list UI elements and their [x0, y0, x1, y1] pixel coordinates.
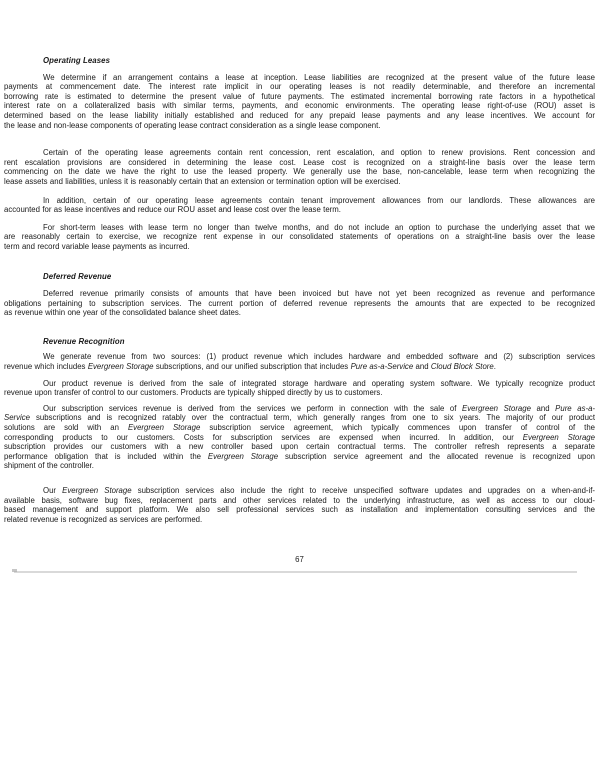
footer-divider: [14, 571, 577, 573]
paragraph-line: determined based on the lease liability initially established and reduced for any prepaid lease payments and any lease incentives. We account for: [4, 110, 595, 120]
paragraph-line: payments at commencement date. The interest rate implicit in our operating leases is not readily determinable, and therefore an incremental: [4, 82, 595, 92]
section-heading-operating-leases: Operating Leases: [43, 56, 111, 65]
page-number: 67: [295, 555, 304, 565]
paragraph-line: revenue which includes Evergreen Storage subscriptions, and our unified subscription that includes Pure as-a-Service and Cloud Block Store.: [4, 362, 496, 372]
paragraph-line: performance obligation that is included within the Evergreen Storage subscription service agreement and the allocated revenue is recognized upon: [4, 451, 596, 461]
paragraph-line: Deferred revenue primarily consists of amounts that have been invoiced but have not yet been recognized as revenue and performance: [43, 289, 595, 299]
paragraph: [4, 404, 595, 471]
paragraph-line: We generate revenue from two sources: (1) product revenue which includes hardware and embedded software and (2) subscription services: [43, 352, 595, 362]
paragraph-line: borrowing rate is estimated to determine the present value of future payments. The estimated incremental borrowing rate factors in a hypothetical: [4, 91, 595, 101]
paragraph-line: shipment of the controller.: [4, 461, 94, 471]
paragraph-line: term and record variable lease payments as incurred.: [4, 241, 190, 251]
paragraph-line: as revenue within one year of the consolidated balance sheet dates.: [4, 308, 241, 318]
paragraph-line: Service subscriptions and is recognized ratably over the contractual term, which generally ranges from one to six years. The majority of our product: [4, 413, 595, 423]
paragraph-line: commencing on the date we have the right to use the leased property. We generally use the base, non-cancelable, lease term when recognizing the: [4, 167, 595, 177]
paragraph: [4, 486, 595, 524]
paragraph-line: lease assets and liabilities, unless it is reasonably certain that an extension or termination option will be exercised.: [4, 176, 401, 186]
paragraph: [4, 196, 595, 215]
paragraph-line: the lease and non-lease components of operating lease contract consideration as a single lease component.: [4, 120, 381, 130]
paragraph-line: rent escalation provisions are considered in determining the lease cost. Lease cost is recognized on a straight-line basis over the lease term: [4, 157, 595, 167]
paragraph: [4, 379, 595, 398]
paragraph-line: are reasonably certain to exercise, we recognize rent expense in our consolidated statements of operations on a straight-line basis over the lease: [4, 232, 595, 242]
paragraph-line: solutions are sold with an Evergreen Storage subscription service agreement, which typically commences upon transfer of control of the: [4, 423, 595, 433]
paragraph-line: Our subscription services revenue is derived from the services we perform in connection with the sale of Evergreen Storage and Pure as-a-: [43, 403, 595, 413]
paragraph-line: available basis, software bug fixes, replacement parts and other services related to the underlying infrastructure, as well as access to our cloud-: [4, 495, 595, 505]
paragraph-line: corresponding products to our customers. Costs for subscription services are expensed when incurred. In addition, our Evergreen Storage: [4, 432, 595, 442]
paragraph-line: based management and support platform. We also sell professional services such as installation and implementation consulting services and the: [4, 505, 595, 515]
paragraph-line: accounted for as lease incentives and reduce our ROU asset and lease cost over the lease term.: [4, 205, 341, 215]
paragraph-line: In addition, certain of our operating lease agreements contain tenant improvement allowances from our landlords. These allowances are: [43, 195, 595, 205]
paragraph: [4, 223, 595, 252]
section-heading-revenue-recognition: Revenue Recognition: [43, 336, 125, 346]
paragraph-line: We determine if an arrangement contains a lease at inception. Lease liabilities are recognized at the present value of the future lease: [43, 72, 595, 82]
paragraph-line: Our product revenue is derived from the sale of integrated storage hardware and operating system software. We typically recognize product: [43, 378, 595, 388]
paragraph: [4, 352, 595, 371]
paragraph-line: revenue upon transfer of control to our customers. Products are typically shipped directly by us to customers.: [4, 388, 383, 398]
paragraph-line: related revenue is recognized as services are performed.: [4, 514, 203, 524]
paragraph-line: Certain of the operating lease agreements contain rent concession, rent escalation, and option to renew provisions. Rent concession and: [43, 148, 595, 158]
footer-divider-mark: [12, 569, 17, 572]
section-heading-deferred-revenue: Deferred Revenue: [43, 271, 112, 281]
paragraph-line: Our Evergreen Storage subscription services also include the right to receive unspecified software updates and upgrades on a when-and-if-: [43, 486, 595, 495]
paragraph-line: interest rate on a collateralized basis with similar terms, payments, and economic environments. The operating lease right-of-use (ROU) asset is: [4, 101, 595, 111]
paragraph-line: subscription provides our customers with a new controller based upon certain contractual terms. The controller refresh represents a separate: [4, 442, 595, 452]
paragraph: [4, 289, 595, 318]
paragraph-line: For short-term leases with lease term no longer than twelve months, and do not include an option to purchase the underlying asset that we: [43, 222, 595, 232]
paragraph: [4, 148, 595, 186]
paragraph: [4, 73, 595, 131]
paragraph-line: obligations pertaining to subscription services. The current portion of deferred revenue represents the amounts that are expected to be recognized: [4, 298, 595, 308]
